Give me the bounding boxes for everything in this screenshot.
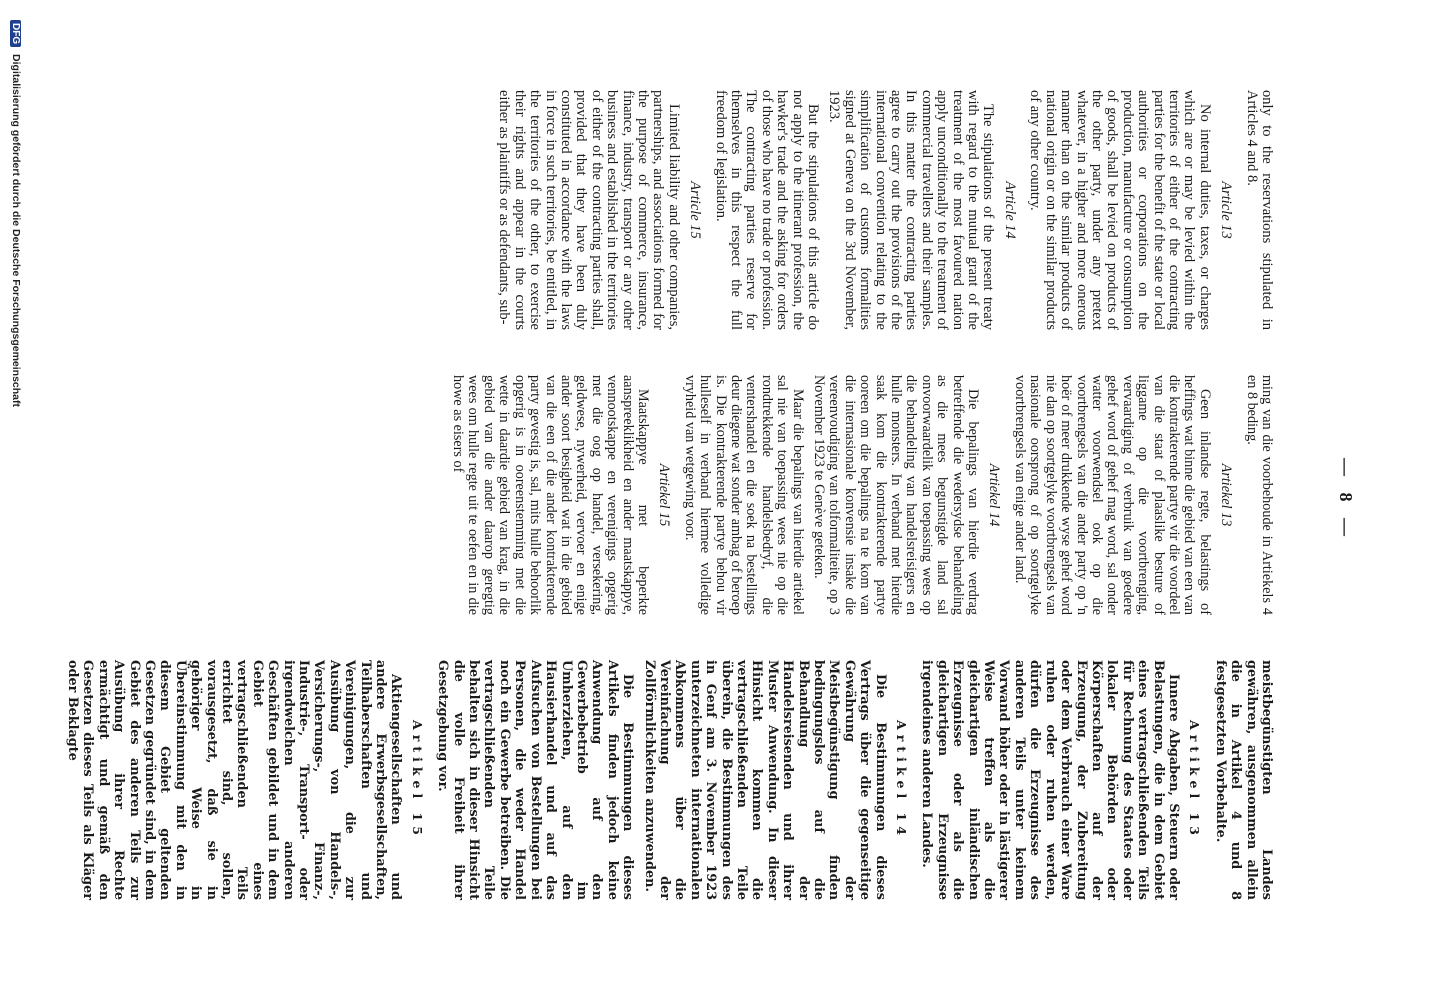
afrikaans-intro: ming van die voorbehoude in Artiekels 4 en 8 beding.	[1243, 375, 1275, 615]
afrikaans-article-15-text: Maatskappye met beperkte aanspreeklikheid en ander maatskappye, vennootskappe en verenigings opgerig met die oog op handel, versekering, geldwese, nywerheid, vervoer en enige ander soort besigheid wat in die gebied van die een of die ander kontrakterende party gevestig is, sal, mits hulle behoorlik opgerig is in ooreenstemming met die wette in daardie gebied van krag, in die gebied van die ander daarop geregtig wees om hulle regte uit te oefen en in die howe as eisers of	[450, 375, 651, 615]
english-article-14-heading: Article 14	[1001, 181, 1018, 239]
english-column	[490, 90, 1274, 330]
english-article-14-para-1: The stipulations of the present treaty with regard to the mutual grant of the treatment of the most favoured nation apply unconditionally to the treatment of commercial travellers and their samples. In this matter the contracting parties agree to carry out the provisions of the international convention relating to the simplification of customs formalities signed at Geneva on the 3rd November, 1923.	[826, 90, 997, 330]
german-article-14-para-2: Die Bestimmungen dieses Artikels finden jedoch keine Anwendung auf den Gewerbebetrieb im Umherziehen, auf den Hausierhandel und auf das Aufsuchen von Bestellungen bei Personen, die weder Handel noch ein Gewerbe betreiben. Die vertragschließenden Teile behalten sich in dieser Hinsicht die volle Freiheit ihrer Gesetzgebung vor.	[435, 660, 636, 900]
german-intro: meistbegünstigten Landes gewähren, ausgenommen allein die in Artikel 4 und 8 festgesetzten Vorbehalte.	[1212, 660, 1274, 900]
afrikaans-article-14-para-1: Die bepalings van hierdie verdrag betreffende die wedersydse behandeling as die mees begunstigde land sal onvoorwaardelik van toepassing wees op die behandeling van handelsreisigers en hulle monsters. In verband met hierdie saak kom die kontrakterende partye ooreen om die bepalings na te kom van die internasionale konvensie insake die vereenvoudiging van tolformaliteite, op 3 November 1923 te Genève geteken.	[811, 375, 982, 615]
afrikaans-column	[444, 375, 1274, 615]
page-number: — 8 —	[1336, 458, 1356, 542]
funding-footer	[10, 20, 22, 980]
english-article-14-para-2: But the stipulations of this article do not apply to the itinerant profession, the hawker's trade and the asking for orders of those who have no trade or profession. The contracting parties reserve for themselves in this respect the full freedom of legislation.	[712, 90, 822, 330]
afrikaans-article-13-text: Geen inlandse regte, belastings of heffings wat binne die gebied van een van die kontrakterende partye vir die voordeel van die staat of plaaslike besture of liggame op die voortbrenging, vervaardiging of verbruik van goedere gehef word of gehef mag word, sal onder watter voorwendsel ook op die voortbrengsels van die ander party op 'n hoër of meer drukkende wyse gehef word nie dan op soortgelyke voortbrengsels van nasionale oorsprong of op soortgelyke voortbrengsels van enige ander land.	[1011, 375, 1213, 615]
afrikaans-article-14-heading: Artiekel 14	[986, 463, 1003, 527]
english-intro: only to the reservations stipulated in Articles 4 and 8.	[1243, 90, 1275, 330]
funding-note: Digitalisierung gefördert durch die Deutsche Forschungsgemeinschaft	[10, 54, 22, 408]
dfg-logo: DFG	[10, 20, 21, 47]
english-article-15-heading: Article 15	[687, 181, 704, 239]
german-article-14-heading: Artikel 14	[894, 720, 910, 840]
german-column	[59, 660, 1274, 900]
german-article-15-text: Aktiengesellschaften und andere Erwerbsgesellschaften, Teilhaberschaften und Vereinigungen, die zur Ausübung von Handels-, Versicherungs-, Finanz-, Industrie-, Transport- oder irgendwelchen anderen Geschäften gebildet und in dem Gebiet eines vertragschließenden Teils errichtet sind, sollen, vorausgesetzt, daß sie in gehöriger Weise in Übereinstimmung mit den in diesem Gebiet geltenden Gesetzen gegründet sind, in dem Gebiet des anderen Teils zur Ausübung ihrer Rechte ermächtigt und gemäß den Gesetzen dieses Teils als Kläger oder Beklagte	[64, 660, 404, 900]
afrikaans-article-15-heading: Artiekel 15	[656, 463, 673, 527]
afrikaans-article-13-heading: Artiekel 13	[1218, 463, 1235, 527]
english-article-15-text: Limited liability and other companies, partnerships, and associations formed for the purpose of commerce, insurance, finance, industry, transport or any other business and established in the territories of either of the contracting parties shall, provided that they have been duly constituted in accordance with the laws in force in such territories, be entitled, in the territories of the other, to exercise their rights and appear in the courts either as plaintiffs or as defendants, sub-	[496, 90, 682, 330]
german-article-13-heading: Artikel 13	[1187, 720, 1203, 840]
german-article-13-text: Innere Abgaben, Steuern oder Belastungen, die in dem Gebiet eines vertragschließenden Teils für Rechnung des Staates oder lokaler Behörden oder Körperschaften auf der Erzeugung, der Zubereitung oder dem Verbrauch einer Ware ruhen oder ruhen werden, dürfen die Erzeugnisse des anderen Teils unter keinem Vorwand höher oder in lästigerer Weise treffen als die gleichartigen inländischen Erzeugnisse oder als die gleichartigen Erzeugnisse irgendeines anderen Landes.	[919, 660, 1181, 900]
english-article-13-heading: Article 13	[1218, 181, 1235, 239]
afrikaans-article-14-para-2: Maar die bepalings van hierdie artiekel sal nie van toepassing wees nie op die rondtrekkende handelsbedryf, die ventershandel en die soek na bestellings deur diegene wat sonder ambag of beroep is. Die kontrakterende partye behou vir hulleself in verband hiermee volledige vryheid van wetgewing voor.	[681, 375, 806, 615]
english-article-13-text: No internal duties, taxes, or charges which are or may be levied within the territories of either of the contracting parties for the benefit of the state or local authorities or corporations on the production, manufacture or consumption of goods, shall be levied on products of the other party, under any pretext whatever, in a higher and more onerous manner than on the similar products of national origin or on the similar products of any other country.	[1027, 90, 1213, 330]
german-article-15-heading: Artikel 15	[409, 720, 425, 840]
german-article-14-para-1: Die Bestimmungen dieses Vertrags über die gegenseitige Gewährung der Meistbegünstigung finden bedingungslos auf die Behandlung der Handelsreisenden und ihrer Muster Anwendung. In dieser Hinsicht kommen die vertragschließenden Teile überein, die Bestimmungen des in Genf am 3. November 1923 unterzeichneten internationalen Abkommens über die Vereinfachung der Zollförmlichkeiten anzuwenden.	[641, 660, 888, 900]
